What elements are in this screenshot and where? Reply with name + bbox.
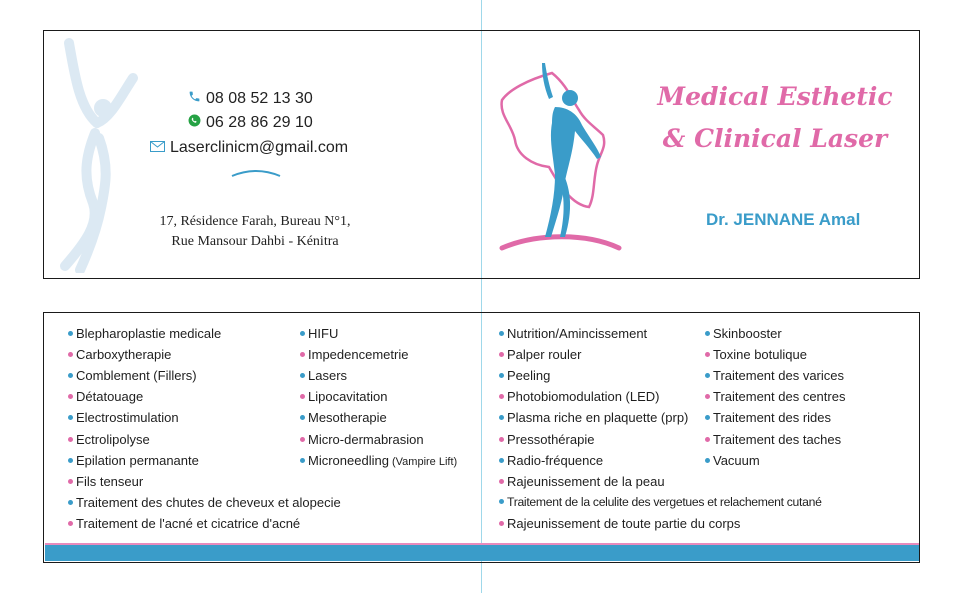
bullet-dot-icon bbox=[300, 373, 305, 378]
service-label: Comblement (Fillers) bbox=[76, 368, 197, 384]
service-label: Traitement de l'acné et cicatrice d'acné bbox=[76, 515, 301, 531]
service-item bbox=[300, 432, 424, 447]
bullet-dot-icon bbox=[499, 521, 504, 526]
bullet-dot-icon bbox=[68, 352, 73, 357]
bullet-dot-icon bbox=[705, 458, 710, 463]
bullet-dot-icon bbox=[705, 373, 710, 378]
service-label: Skinbooster bbox=[713, 326, 782, 341]
bullet-dot-icon bbox=[499, 415, 504, 420]
phone-icon bbox=[188, 90, 202, 108]
bullet-dot-icon bbox=[300, 394, 305, 399]
bullet-dot-icon bbox=[300, 352, 305, 357]
bullet-dot-icon bbox=[499, 331, 504, 336]
service-label: Blepharoplastie medicale bbox=[76, 326, 222, 341]
service-label: Traitement des varices bbox=[713, 368, 845, 384]
service-label: Traitement de la celulite des vergetues et relachement cutané bbox=[507, 494, 822, 509]
service-label: Lipocavitation bbox=[308, 389, 388, 405]
service-label: Rajeunissement de toute partie du corps bbox=[507, 515, 741, 531]
service-item bbox=[499, 453, 603, 468]
service-label: Plasma riche en plaquette (prp) bbox=[507, 410, 689, 426]
email-line bbox=[150, 139, 348, 157]
bullet-dot-icon bbox=[300, 437, 305, 442]
bullet-dot-icon bbox=[68, 521, 73, 526]
service-label: Photobiomodulation (LED) bbox=[507, 389, 660, 405]
service-item bbox=[705, 410, 831, 425]
clinic-logo bbox=[497, 55, 627, 255]
service-item bbox=[499, 410, 688, 425]
service-item bbox=[68, 389, 143, 404]
bullet-dot-icon bbox=[68, 458, 73, 463]
service-item bbox=[499, 474, 665, 489]
phone-line bbox=[188, 90, 313, 108]
service-item bbox=[300, 347, 408, 362]
service-item bbox=[300, 326, 338, 341]
service-item bbox=[68, 410, 179, 425]
service-label: Peeling bbox=[507, 368, 551, 384]
service-item bbox=[705, 389, 845, 404]
bullet-dot-icon bbox=[499, 437, 504, 442]
service-item bbox=[68, 432, 150, 447]
service-label: Microneedling bbox=[308, 452, 389, 468]
bullet-dot-icon bbox=[705, 437, 710, 442]
whatsapp-number: 06 28 86 29 10 bbox=[206, 114, 313, 132]
bullet-dot-icon bbox=[499, 373, 504, 378]
bullet-dot-icon bbox=[68, 394, 73, 399]
address-line-2: Rue Mansour Dahbi - Kénitra bbox=[171, 234, 339, 249]
service-item bbox=[68, 347, 171, 362]
service-label: Electrostimulation bbox=[76, 410, 179, 426]
bullet-dot-icon bbox=[705, 352, 710, 357]
bullet-dot-icon bbox=[300, 415, 305, 420]
bullet-dot-icon bbox=[68, 373, 73, 378]
service-label: Fils tenseur bbox=[76, 473, 144, 489]
service-item bbox=[499, 432, 594, 447]
service-label: Ectrolipolyse bbox=[76, 431, 150, 447]
bullet-dot-icon bbox=[68, 500, 73, 505]
envelope-icon bbox=[150, 139, 166, 157]
footer-stripe-blue bbox=[45, 545, 919, 561]
bullet-dot-icon bbox=[499, 458, 504, 463]
doctor-name: Dr. JENNANE Amal bbox=[706, 210, 861, 229]
service-label: Traitement des taches bbox=[713, 431, 842, 447]
service-label: Impedencemetrie bbox=[308, 347, 409, 363]
service-item bbox=[68, 516, 300, 531]
service-item bbox=[705, 432, 841, 447]
bullet-dot-icon bbox=[705, 394, 710, 399]
service-item bbox=[499, 326, 647, 341]
bullet-dot-icon bbox=[68, 331, 73, 336]
bullet-dot-icon bbox=[499, 479, 504, 484]
service-item bbox=[499, 368, 550, 383]
bullet-dot-icon bbox=[499, 352, 504, 357]
service-label: Traitement des rides bbox=[713, 410, 832, 426]
brand-name-line-1: Medical Esthetic bbox=[657, 82, 893, 111]
bullet-dot-icon bbox=[68, 415, 73, 420]
service-label: HIFU bbox=[308, 326, 339, 341]
address-line-1: 17, Résidence Farah, Bureau N°1, bbox=[159, 214, 351, 229]
service-item bbox=[499, 389, 659, 404]
service-item bbox=[705, 368, 844, 383]
email-address[interactable]: Laserclinicm@gmail.com bbox=[170, 139, 349, 157]
service-item bbox=[68, 495, 341, 510]
service-item bbox=[68, 368, 197, 383]
service-label: Carboxytherapie bbox=[76, 347, 172, 363]
service-item bbox=[705, 326, 782, 341]
service-label: Détatouage bbox=[76, 389, 144, 405]
service-label: Epilation permanante bbox=[76, 452, 199, 468]
service-label: Mesotherapie bbox=[308, 410, 387, 426]
service-item bbox=[68, 474, 143, 489]
service-label-suffix: (Vampire Lift) bbox=[388, 455, 458, 468]
service-item bbox=[300, 410, 387, 425]
service-label: Pressothérapie bbox=[507, 431, 595, 447]
bullet-dot-icon bbox=[705, 415, 710, 420]
phone-number: 08 08 52 13 30 bbox=[206, 90, 313, 108]
service-label: Rajeunissement de la peau bbox=[507, 473, 665, 489]
decorative-arc bbox=[230, 168, 282, 178]
service-item bbox=[705, 347, 807, 362]
service-item bbox=[68, 326, 221, 341]
bullet-dot-icon bbox=[300, 331, 305, 336]
brand-name-line-2: & Clinical Laser bbox=[662, 124, 888, 153]
whatsapp-line bbox=[188, 114, 313, 132]
service-item bbox=[705, 453, 760, 468]
service-item bbox=[68, 453, 199, 468]
service-item bbox=[499, 516, 740, 531]
service-label: Traitement des chutes de cheveux et alopecie bbox=[76, 494, 341, 510]
service-label: Nutrition/Amincissement bbox=[507, 326, 648, 341]
service-label: Traitement des centres bbox=[713, 389, 846, 405]
bullet-dot-icon bbox=[300, 458, 305, 463]
service-item bbox=[499, 495, 822, 510]
bullet-dot-icon bbox=[68, 437, 73, 442]
service-label: Toxine botulique bbox=[713, 347, 807, 363]
service-label: Micro-dermabrasion bbox=[308, 431, 424, 447]
service-item bbox=[300, 453, 457, 470]
bullet-dot-icon bbox=[705, 331, 710, 336]
whatsapp-icon bbox=[188, 114, 202, 132]
service-label: Radio-fréquence bbox=[507, 452, 604, 468]
bullet-dot-icon bbox=[68, 479, 73, 484]
service-item bbox=[300, 389, 388, 404]
bullet-dot-icon bbox=[499, 394, 504, 399]
service-label: Palper rouler bbox=[507, 347, 582, 363]
bullet-dot-icon bbox=[499, 499, 504, 504]
service-item bbox=[300, 368, 347, 383]
service-item bbox=[499, 347, 581, 362]
service-label: Vacuum bbox=[713, 452, 760, 468]
service-label: Lasers bbox=[308, 368, 348, 384]
